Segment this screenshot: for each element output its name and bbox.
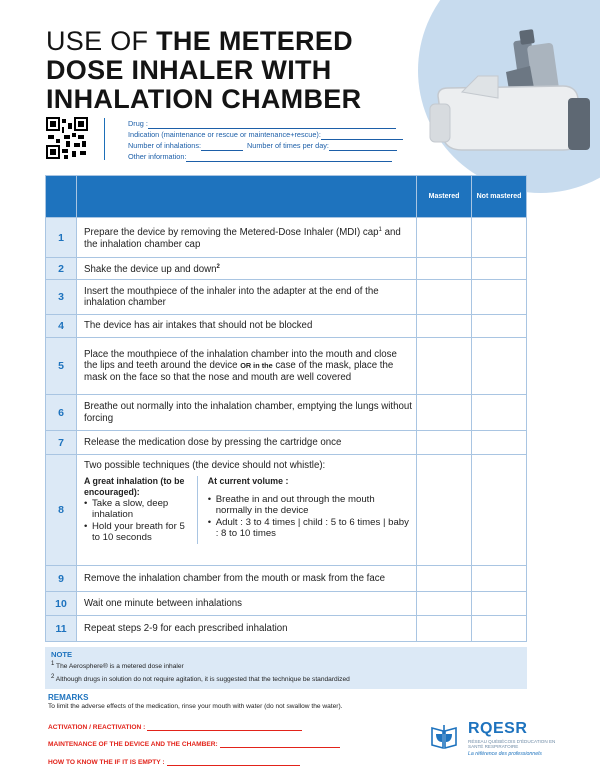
step-number: 9 (46, 566, 77, 592)
not-mastered-checkbox[interactable] (472, 592, 527, 616)
not-mastered-checkbox[interactable] (472, 616, 527, 642)
qr-code-icon[interactable] (46, 117, 88, 159)
note-1: $^1$ The Aerosphere® is a metered dose inhaler (51, 661, 184, 671)
empty-field[interactable] (167, 760, 300, 766)
rqesr-logo (430, 720, 570, 770)
step-text: Place the mouthpiece of the inhalation chamber into the mouth and close the lips and teeth around the device OR in the case of the mask, place the mask on the face so that the nose and mouth are well covered (77, 338, 417, 395)
table-row (46, 280, 527, 315)
step-text: Repeat steps 2-9 for each prescribed inhalation (77, 616, 417, 642)
not-mastered-checkbox[interactable] (472, 338, 527, 395)
remarks-title: REMARKS (48, 693, 89, 702)
list-item: • Hold your breath for 5 to 10 seconds (84, 521, 191, 544)
table-row (46, 315, 527, 338)
remarks-text: To limit the adverse effects of the medication, rinse your mouth with water (do not swallow the water). (48, 703, 343, 710)
not-mastered-checkbox[interactable] (472, 395, 527, 431)
technique-current: At current volume : • Breathe in and out through the mouth normally in the device • Adult : 3 to 4 times | child : 5 to 6 times | baby : 8 to 10 times (198, 476, 412, 544)
table-row (46, 566, 527, 592)
step-number: 8 (46, 455, 77, 566)
table-row (46, 218, 527, 258)
step-text: Shake the device up and down$^2$ (77, 258, 417, 280)
mastered-checkbox[interactable] (417, 218, 472, 258)
inhalations-field[interactable] (201, 143, 243, 151)
drug-label: Drug : (128, 119, 148, 128)
empty-line: HOW TO KNOW THE IF IT IS EMPTY : (48, 759, 300, 766)
step-text: The device has air intakes that should not be blocked (77, 315, 417, 338)
step-text: Prepare the device by removing the Metered-Dose Inhaler (MDI) cap$^1$ and the inhalation chamber cap (77, 218, 417, 258)
maintenance-field[interactable] (220, 742, 340, 748)
table-row (46, 338, 527, 395)
steps-table (45, 175, 527, 642)
step-text: Two possible techniques (the device should not whistle): A great inhalation (to be encouraged): • Take a slow, deep inhalation • Hold your breath for 5 to 10 seconds At current volume : • Breathe in and out through the mouth normally in the device • Adult : 3 to 4 times | child : 5 to 6 times | baby : 8 to 10 times (77, 455, 417, 566)
not-mastered-checkbox[interactable] (472, 566, 527, 592)
step-number: 11 (46, 616, 77, 642)
step-text: Release the medication dose by pressing the cartridge once (77, 431, 417, 455)
step-text: Remove the inhalation chamber from the mouth or mask from the face (77, 566, 417, 592)
note-box (45, 647, 527, 689)
mastered-checkbox[interactable] (417, 592, 472, 616)
inhalations-label: Number of inhalations: (128, 141, 202, 150)
logo-name: RQESR (468, 720, 528, 737)
step-number: 10 (46, 592, 77, 616)
table-row (46, 258, 527, 280)
mastered-header: Mastered (417, 176, 472, 218)
step-number: 6 (46, 395, 77, 431)
step-number: 2 (46, 258, 77, 280)
activation-field[interactable] (147, 725, 302, 731)
step-number: 3 (46, 280, 77, 315)
technique-great: A great inhalation (to be encouraged): • Take a slow, deep inhalation • Hold your breath for 5 to 10 seconds (84, 476, 198, 544)
step-number: 1 (46, 218, 77, 258)
mastered-checkbox[interactable] (417, 616, 472, 642)
table-row (46, 395, 527, 431)
mastered-checkbox[interactable] (417, 280, 472, 315)
not-mastered-checkbox[interactable] (472, 315, 527, 338)
lungs-book-icon (430, 722, 458, 750)
step-number: 4 (46, 315, 77, 338)
note-title: NOTE (51, 650, 73, 659)
indication-field[interactable] (321, 132, 403, 140)
step-text: Breathe out normally into the inhalation chamber, emptying the lungs without forcing (77, 395, 417, 431)
inhaler-illustration-icon (418, 0, 600, 190)
table-row (46, 431, 527, 455)
mastered-checkbox[interactable] (417, 566, 472, 592)
not-mastered-checkbox[interactable] (472, 258, 527, 280)
activation-line: ACTIVATION / REACTIVATION : (48, 724, 302, 731)
list-item: • Take a slow, deep inhalation (84, 498, 191, 521)
mastered-checkbox[interactable] (417, 338, 472, 395)
mastered-checkbox[interactable] (417, 258, 472, 280)
times-field[interactable] (329, 143, 397, 151)
techniques (84, 476, 412, 544)
table-header (46, 176, 527, 218)
logo-tagline: La référence des professionnels (468, 751, 542, 757)
mastered-checkbox[interactable] (417, 431, 472, 455)
step-text: Wait one minute between inhalations (77, 592, 417, 616)
logo-subtitle: RÉSEAU QUÉBÉCOIS D'ÉDUCATION EN SANTÉ RESPIRATOIRE (468, 739, 556, 750)
indication-label: Indication (maintenance or rescue or maintenance+rescue): (128, 130, 321, 139)
maintenance-line: MAINTENANCE OF THE DEVICE AND THE CHAMBER: (48, 741, 340, 748)
mastered-checkbox[interactable] (417, 395, 472, 431)
page-title: USE OF THE METERED DOSE INHALER WITH INHALATION CHAMBER (46, 26, 362, 114)
note-2: $^2$ Although drugs in solution do not require agitation, it is suggested that the technique be standardized (51, 674, 350, 684)
not-mastered-checkbox[interactable] (472, 455, 527, 566)
table-row (46, 616, 527, 642)
other-field[interactable] (186, 154, 392, 162)
form-divider (104, 118, 105, 160)
list-item: • Adult : 3 to 4 times | child : 5 to 6 times | baby : 8 to 10 times (208, 517, 412, 540)
step-text: Insert the mouthpiece of the inhaler into the adapter at the end of the inhalation chamber (77, 280, 417, 315)
times-label: Number of times per day: (247, 141, 329, 150)
mastered-checkbox[interactable] (417, 455, 472, 566)
not-mastered-checkbox[interactable] (472, 218, 527, 258)
other-label: Other information: (128, 152, 187, 161)
step-number: 7 (46, 431, 77, 455)
table-row (46, 455, 527, 566)
not-mastered-checkbox[interactable] (472, 280, 527, 315)
not-mastered-header: Not mastered (472, 176, 527, 218)
table-row (46, 592, 527, 616)
not-mastered-checkbox[interactable] (472, 431, 527, 455)
drug-field[interactable] (148, 121, 396, 129)
mastered-checkbox[interactable] (417, 315, 472, 338)
step-number: 5 (46, 338, 77, 395)
prescription-form (128, 118, 403, 162)
list-item: • Breathe in and out through the mouth normally in the device (208, 494, 412, 517)
